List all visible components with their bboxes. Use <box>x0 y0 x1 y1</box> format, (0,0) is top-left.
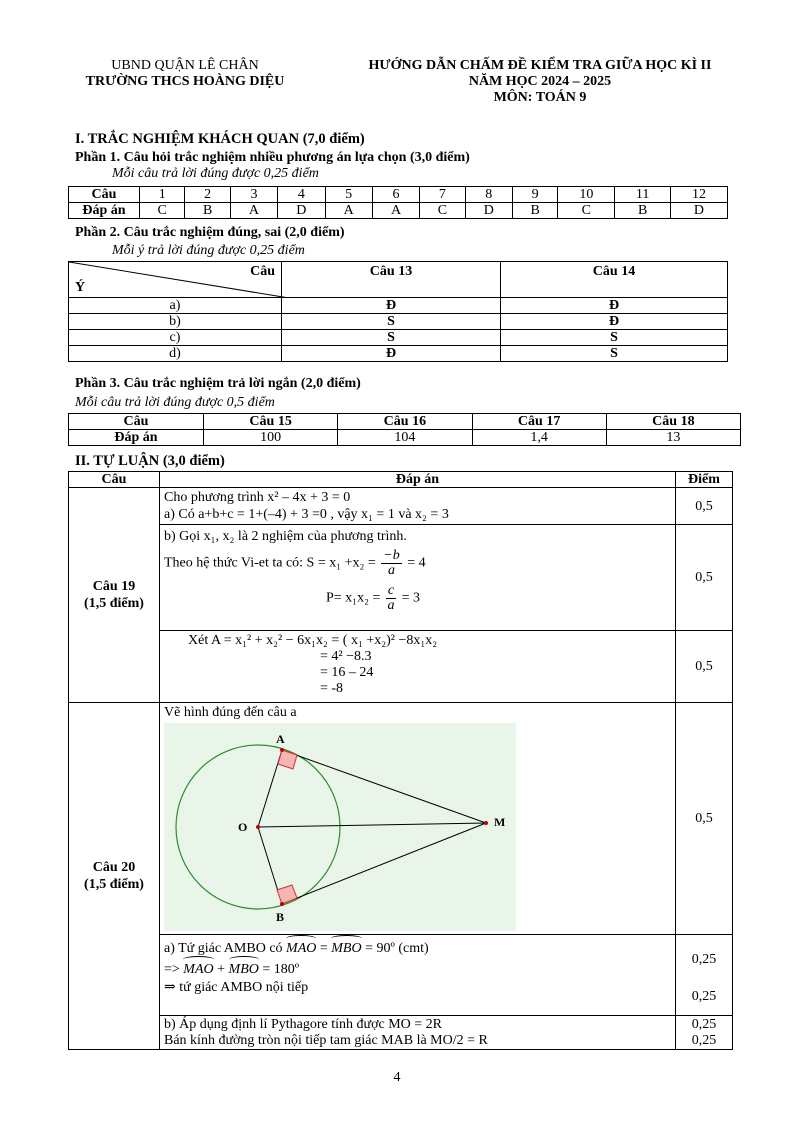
part2-title: Phần 2. Câu trắc nghiệm đúng, sai (2,0 điểm) <box>75 225 345 240</box>
q19-a-line2: a) Có a+b+c = 1+(–4) + 3 =0 , vậy x₁ = 1 và x₂ = 3 <box>164 507 449 522</box>
part1-q: 3 <box>230 187 277 203</box>
q20-draw-line: Vẽ hình đúng đến câu a <box>164 705 297 720</box>
part1-a: D <box>465 203 512 219</box>
part1-a: A <box>325 203 372 219</box>
part2-corner-cell <box>69 262 282 298</box>
q19-label-1: Câu 19 <box>92 579 136 594</box>
school-name: TRƯỜNG THCS HOÀNG DIỆU <box>85 74 285 89</box>
point-o <box>256 825 260 829</box>
q19-b-line2 <box>164 549 671 578</box>
q20-a-line1-pre: a) Tứ giác AMBO có <box>164 941 283 956</box>
essay-table <box>68 471 733 1050</box>
part1-q: 7 <box>420 187 465 203</box>
part1-a: D <box>670 203 727 219</box>
header-right <box>330 58 750 106</box>
q20-b-scores <box>676 1016 733 1050</box>
part2-head-row <box>69 262 728 298</box>
part1-q: 4 <box>278 187 325 203</box>
q19-c-line3: = 16 – 24 <box>320 665 374 680</box>
q20-draw-score: 0,5 <box>676 703 733 935</box>
point-b <box>280 902 284 906</box>
part1-a: C <box>420 203 465 219</box>
q19-frac1-num: −b <box>383 548 400 563</box>
part2-corner-top: Câu <box>250 264 275 279</box>
q20-a-line2-pre: => <box>164 962 180 977</box>
part3-a: 100 <box>204 430 338 446</box>
q19-a-line1: Cho phương trình x² – 4x + 3 = 0 <box>164 490 351 505</box>
part1-a: B <box>185 203 230 219</box>
part3-a: 1,4 <box>472 430 606 446</box>
header-left <box>70 58 300 89</box>
q19-b-content <box>160 525 676 631</box>
q20-a-scores <box>676 935 733 1016</box>
part1-q: 6 <box>372 187 419 203</box>
q20-a-line2 <box>164 959 671 980</box>
part1-note: Mỗi câu trả lời đúng được 0,25 điểm <box>112 166 319 181</box>
part2-c14: S <box>501 346 728 362</box>
angle-mbo-2: MBO <box>229 959 259 980</box>
section1-title: I. TRẮC NGHIỆM KHÁCH QUAN (7,0 điểm) <box>75 131 365 147</box>
part3-title: Phần 3. Câu trắc nghiệm trả lời ngắn (2,0 điểm) <box>75 376 361 391</box>
part2-row <box>69 314 728 330</box>
q19-c-line2: = 4² −8.3 <box>320 649 372 664</box>
angle-mao: MAO <box>286 938 316 959</box>
part2-table <box>68 261 728 362</box>
q19-row-c <box>69 631 733 703</box>
part1-a: B <box>615 203 671 219</box>
part2-corner-bottom: Ý <box>75 280 86 295</box>
part2-note: Mỗi ý trả lời đúng được 0,25 điểm <box>112 243 305 258</box>
q20-b-line2: Bán kính đường tròn nội tiếp tam giác MAB là MO/2 = R <box>164 1032 488 1048</box>
part1-a: C <box>140 203 185 219</box>
part3-answer-row <box>69 430 741 446</box>
label-b: B <box>276 910 285 924</box>
part2-c14: S <box>501 330 728 346</box>
part2-row-label: b) <box>69 314 282 330</box>
q19-b-line3-end: = 3 <box>401 590 420 606</box>
part3-q: Câu 16 <box>338 414 472 430</box>
q20-row-draw <box>69 703 733 935</box>
part3-a: 104 <box>338 430 472 446</box>
q20-label <box>69 703 160 1050</box>
part1-q: 11 <box>615 187 671 203</box>
q20-label-1: Câu 20 <box>92 860 136 875</box>
part2-c14: Đ <box>501 314 728 330</box>
essay-head-q: Câu <box>69 472 160 488</box>
part2-col14: Câu 14 <box>501 262 728 298</box>
school-year: NĂM HỌC 2024 – 2025 <box>468 74 612 89</box>
q19-b-line2-text: Theo hệ thức Vi-et ta có: S = x₁ +x₂ = <box>164 555 376 571</box>
label-o: O <box>238 820 248 834</box>
q20-draw-content <box>160 703 676 935</box>
part2-c13: Đ <box>282 298 501 314</box>
section2-title: II. TỰ LUẬN (3,0 điểm) <box>75 453 225 469</box>
doc-title: HƯỚNG DẪN CHẤM ĐỀ KIỂM TRA GIỮA HỌC KÌ II <box>368 58 712 73</box>
part1-a: C <box>558 203 615 219</box>
q19-frac2 <box>386 584 396 613</box>
q20-b-score1: 0,25 <box>691 1016 717 1032</box>
part3-table <box>68 413 741 446</box>
part1-a: D <box>278 203 325 219</box>
part1-q: 10 <box>558 187 615 203</box>
district-name: UBND QUẬN LÊ CHÂN <box>111 58 259 73</box>
part2-row <box>69 298 728 314</box>
part3-note: Mỗi câu trả lời đúng được 0,5 điểm <box>75 395 275 410</box>
part3-q-label: Câu <box>69 414 204 430</box>
q19-row-a <box>69 488 733 525</box>
part1-question-row <box>69 187 728 203</box>
point-a <box>280 748 284 752</box>
part1-a-label: Đáp án <box>69 203 140 219</box>
q19-b-line3 <box>164 584 671 613</box>
part1-answer-row <box>69 203 728 219</box>
q19-b-line3-text: P= x₁x₂ = <box>326 590 381 606</box>
part2-c14: Đ <box>501 298 728 314</box>
q19-b-line1: b) Gọi x₁, x₂ là 2 nghiệm của phương trình. <box>164 529 407 544</box>
q20-a-content <box>160 935 676 1016</box>
part3-q: Câu 18 <box>606 414 740 430</box>
part1-a: A <box>372 203 419 219</box>
part2-row <box>69 346 728 362</box>
label-m: M <box>494 815 506 829</box>
part2-c13: Đ <box>282 346 501 362</box>
q20-a-score1: 0,25 <box>691 952 717 967</box>
q19-c-line4: = -8 <box>320 681 344 696</box>
part2-c13: S <box>282 330 501 346</box>
q20-row-b <box>69 1016 733 1050</box>
part2-col13: Câu 13 <box>282 262 501 298</box>
part2-row-label: c) <box>69 330 282 346</box>
q20-row-a <box>69 935 733 1016</box>
q19-b-score: 0,5 <box>676 525 733 631</box>
q20-a-eq: = <box>319 941 328 956</box>
subject: MÔN: TOÁN 9 <box>493 90 587 105</box>
part3-a-label: Đáp án <box>69 430 204 446</box>
q19-label-2: (1,5 điểm) <box>84 596 144 611</box>
q20-a-line1-post: = 90º (cmt) <box>365 941 429 956</box>
q19-frac1 <box>381 549 401 578</box>
part3-q: Câu 17 <box>472 414 606 430</box>
q20-a-plus: + <box>217 962 226 977</box>
part1-table <box>68 186 728 219</box>
angle-mbo: MBO <box>331 938 361 959</box>
q19-a-content <box>160 488 676 525</box>
q19-frac2-num: c <box>387 583 395 598</box>
part1-a: B <box>512 203 557 219</box>
q19-row-b <box>69 525 733 631</box>
part2-row-label: a) <box>69 298 282 314</box>
q20-b-score2: 0,25 <box>691 1032 717 1048</box>
q19-c-line1: Xét A = x₁² + x₂² − 6x₁x₂ = ( x₁ +x₂)² −8x₁x₂ <box>188 633 438 648</box>
part1-q: 5 <box>325 187 372 203</box>
part3-a: 13 <box>606 430 740 446</box>
part3-q: Câu 15 <box>204 414 338 430</box>
q20-a-line2-post: = 180º <box>262 962 300 977</box>
part3-question-row <box>69 414 741 430</box>
part2-row <box>69 330 728 346</box>
geometry-figure <box>164 723 516 931</box>
q19-a-score: 0,5 <box>676 488 733 525</box>
part2-row-label: d) <box>69 346 282 362</box>
part1-q-label: Câu <box>69 187 140 203</box>
angle-mao-2: MAO <box>183 959 213 980</box>
part2-c13: S <box>282 314 501 330</box>
page-number: 4 <box>393 1070 401 1085</box>
part1-q: 1 <box>140 187 185 203</box>
essay-head-row <box>69 472 733 488</box>
q20-b-content <box>160 1016 676 1050</box>
q19-b-line2-end: = 4 <box>407 555 426 571</box>
q19-frac2-den: a <box>387 598 395 613</box>
q19-label <box>69 488 160 703</box>
part1-q: 12 <box>670 187 727 203</box>
part1-title: Phần 1. Câu hỏi trắc nghiệm nhiều phương án lựa chọn (3,0 điểm) <box>75 150 470 165</box>
essay-head-a: Đáp án <box>160 472 676 488</box>
q19-c-score: 0,5 <box>676 631 733 703</box>
q20-b-line1: b) Áp dụng định lí Pythagore tính được MO = 2R <box>164 1016 442 1032</box>
point-m <box>484 821 488 825</box>
essay-head-s: Điểm <box>676 472 733 488</box>
part1-q: 9 <box>512 187 557 203</box>
q20-a-score2: 0,25 <box>691 989 717 1004</box>
q19-c-content <box>160 631 676 703</box>
q19-frac1-den: a <box>388 563 396 578</box>
q20-label-2: (1,5 điểm) <box>84 877 144 892</box>
part1-a: A <box>230 203 277 219</box>
part1-q: 2 <box>185 187 230 203</box>
q20-a-line3: ⇒ tứ giác AMBO nội tiếp <box>164 980 309 995</box>
label-a: A <box>276 732 285 746</box>
part1-q: 8 <box>465 187 512 203</box>
